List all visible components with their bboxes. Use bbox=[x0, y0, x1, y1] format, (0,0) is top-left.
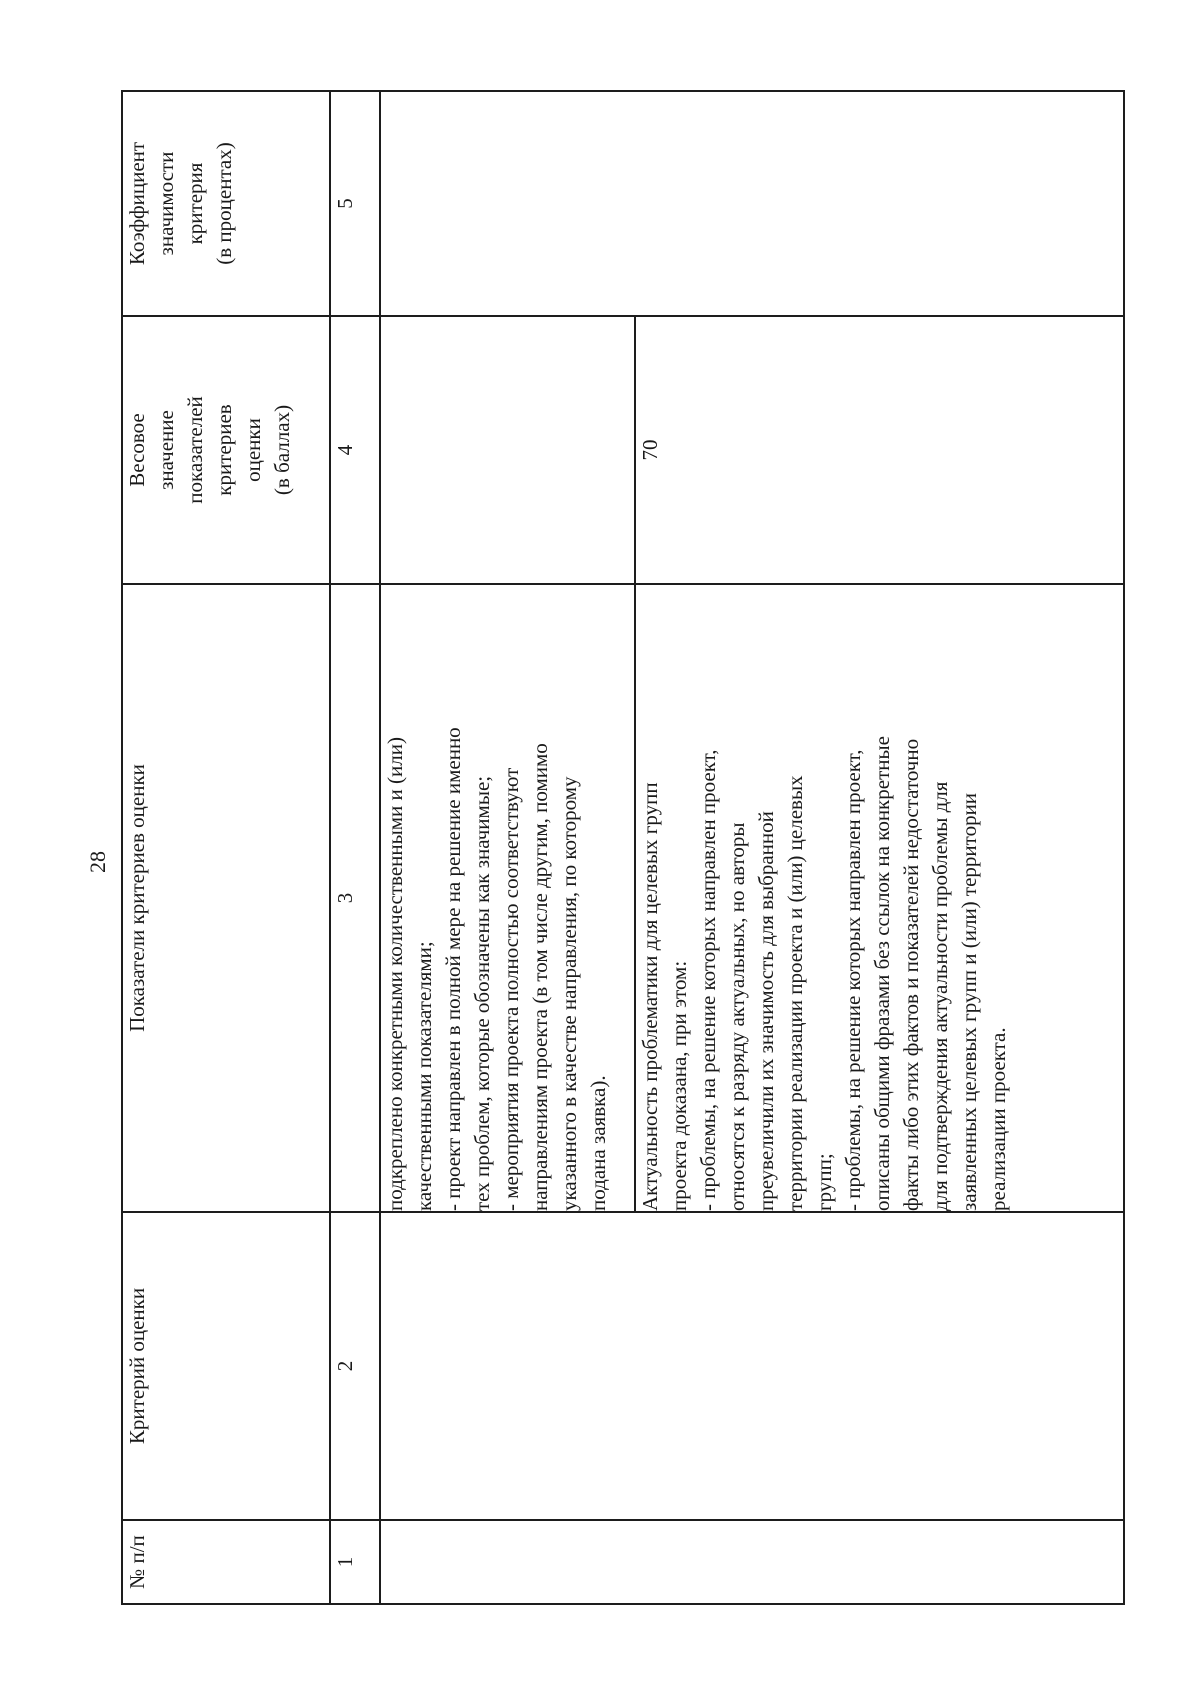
header-weight-line: значение bbox=[154, 410, 178, 490]
column-number: 5 bbox=[330, 91, 380, 316]
indicator-line: территории реализации проекта и (или) целевых bbox=[783, 775, 807, 1211]
indicators-cell bbox=[380, 584, 635, 1212]
column-number-row bbox=[330, 91, 380, 1604]
indicator-line: Актуальность проблематики для целевых групп bbox=[638, 782, 662, 1211]
header-indicators: Показатели критериев оценки bbox=[122, 584, 330, 1212]
indicator-line: - проблемы, на решение которых направлен проект, bbox=[696, 749, 720, 1211]
header-weight-line: Весовое bbox=[125, 413, 149, 487]
header-criterion: Критерий оценки bbox=[122, 1212, 330, 1520]
column-number: 3 bbox=[330, 584, 380, 1212]
header-weight bbox=[122, 316, 330, 584]
indicator-line: групп; bbox=[812, 1153, 836, 1211]
column-number: 4 bbox=[330, 316, 380, 584]
indicator-line: относятся к разряду актуальных, но авторы bbox=[725, 822, 749, 1211]
column-number: 1 bbox=[330, 1520, 380, 1604]
header-weight-line: оценки bbox=[241, 418, 265, 482]
header-coefficient bbox=[122, 91, 330, 316]
indicator-line: заявленных целевых групп и (или) территории bbox=[957, 792, 981, 1211]
column-number: 2 bbox=[330, 1212, 380, 1520]
header-weight-line: (в баллах) bbox=[270, 404, 294, 496]
indicator-line: факты либо этих фактов и показателей недостаточно bbox=[899, 738, 923, 1211]
header-coefficient-line: критерия bbox=[183, 162, 207, 245]
header-coefficient-line: (в процентах) bbox=[212, 142, 236, 265]
indicator-line: указанного в качестве направления, по которому bbox=[557, 776, 581, 1211]
table-header-row bbox=[122, 91, 330, 1604]
weight-cell: 70 bbox=[635, 316, 1124, 584]
header-weight-line: критериев bbox=[212, 404, 236, 496]
table-row bbox=[380, 91, 635, 1604]
indicator-line: реализации проекта. bbox=[986, 1027, 1010, 1211]
page-number: 28 bbox=[85, 851, 110, 873]
indicators-cell bbox=[635, 584, 1124, 1212]
header-coefficient-line: значимости bbox=[154, 151, 178, 256]
header-number: № п/п bbox=[122, 1520, 330, 1604]
indicator-line: качественными показателями; bbox=[412, 941, 436, 1211]
indicator-line: подана заявка). bbox=[586, 1075, 610, 1211]
indicator-line: - проблемы, на решение которых направлен проект, bbox=[841, 749, 865, 1211]
indicator-line: описаны общими фразами без ссылок на конкретные bbox=[870, 736, 894, 1211]
indicator-line: проекта доказана, при этом: bbox=[667, 960, 691, 1211]
indicator-line: - мероприятия проекта полностью соответствуют bbox=[499, 767, 523, 1211]
coefficient-cell bbox=[380, 91, 1124, 316]
indicator-line: для подтверждения актуальности проблемы для bbox=[928, 781, 952, 1211]
rotated-table-wrapper bbox=[121, 92, 1121, 1605]
criterion-cell bbox=[380, 1212, 1124, 1520]
criteria-table bbox=[121, 90, 1125, 1605]
number-cell bbox=[380, 1520, 1124, 1604]
indicator-line: тех проблем, которые обозначены как значимые; bbox=[470, 775, 494, 1211]
header-weight-line: показателей bbox=[183, 396, 207, 504]
indicator-line: подкреплено конкретными количественными и (или) bbox=[383, 737, 407, 1211]
header-coefficient-line: Коэффициент bbox=[125, 141, 149, 266]
indicator-line: - проект направлен в полной мере на решение именно bbox=[441, 727, 465, 1211]
indicator-line: направлениям проекта (в том числе другим, помимо bbox=[528, 743, 552, 1211]
indicator-line: преувеличили их значимость для выбранной bbox=[754, 811, 778, 1211]
weight-cell bbox=[380, 316, 635, 584]
